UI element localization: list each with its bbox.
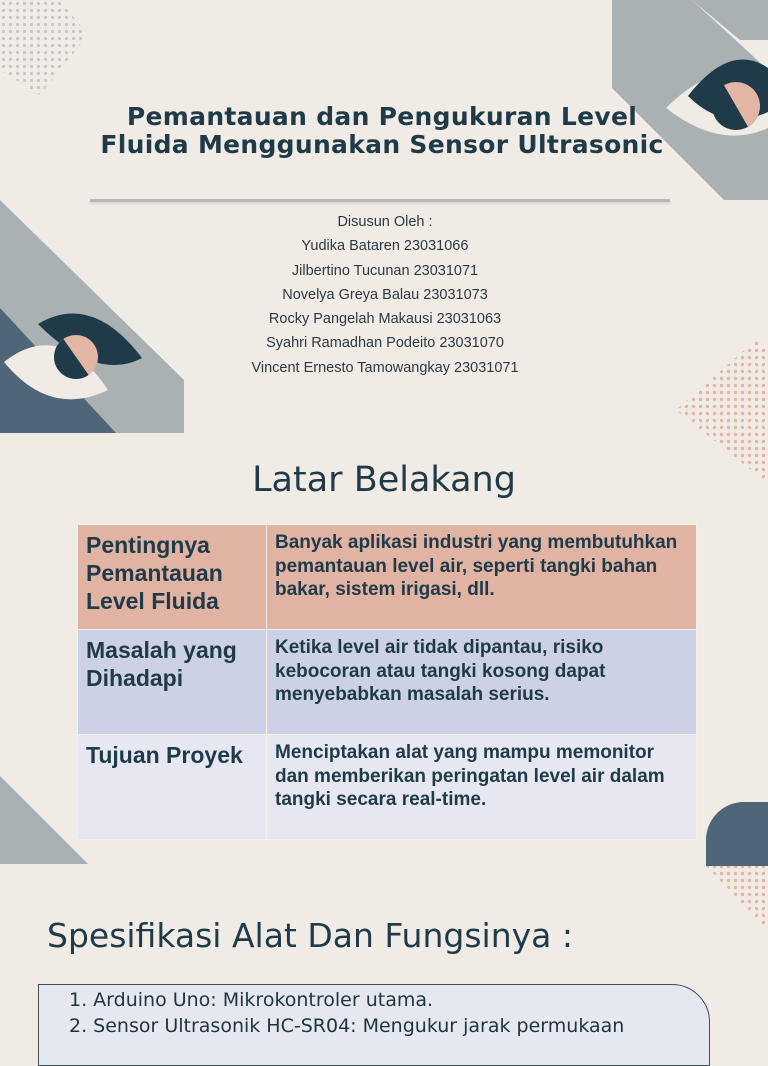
table-cell-key: Masalah yang Dihadapi [78, 630, 267, 735]
table-cell-value: Ketika level air tidak dipantau, risiko kebocoran atau tangki kosong dapat menyebabkan masalah serius. [267, 630, 697, 735]
table-cell-value: Banyak aplikasi industri yang membutuhkan pemantauan level air, seperti tangki bahan bakar, sistem irigasi, dll. [267, 525, 697, 630]
author-name: Rocky Pangelah Makausi 23031063 [268, 311, 502, 328]
title-divider [90, 199, 670, 202]
author-name: Yudika Bataren 23031066 [301, 238, 469, 255]
author-name: Vincent Ernesto Tamowangkay 23031071 [251, 359, 519, 376]
eye-motif-left [0, 200, 184, 435]
table-cell-key: Tujuan Proyek [78, 735, 267, 840]
author-name: Syahri Ramadhan Podeito 23031070 [266, 335, 504, 352]
spec-list-box [38, 984, 710, 1066]
author-list [185, 210, 585, 380]
table-row [78, 735, 697, 840]
section-heading-specs: Spesifikasi Alat Dan Fungsinya : [47, 916, 573, 955]
slide-title: Pemantauan dan Pengukuran Level Fluida Menggunakan Sensor Ultrasonic [100, 102, 664, 159]
table-cell-key: Pentingnya Pemantauan Level Fluida [78, 525, 267, 630]
spec-list [69, 987, 624, 1039]
table-cell-value: Menciptakan alat yang mampu memonitor dan memberikan peringatan level air dalam tangki secara real-time. [267, 735, 697, 840]
background-table [77, 524, 697, 840]
authors-label: Disusun Oleh : [337, 214, 433, 230]
author-name: Novelya Greya Balau 23031073 [282, 286, 488, 303]
section-heading-background: Latar Belakang [252, 460, 516, 500]
table-row [78, 525, 697, 630]
list-item: 1. Arduino Uno: Mikrokontroler utama. [69, 989, 434, 1011]
table-row [78, 630, 697, 735]
dot-pattern-top-left [0, 0, 100, 100]
semicircle-bottom-right [704, 800, 768, 940]
list-item: 2. Sensor Ultrasonik HC-SR04: Mengukur jarak permukaan [69, 1015, 625, 1037]
author-name: Jilbertino Tucunan 23031071 [291, 262, 479, 279]
